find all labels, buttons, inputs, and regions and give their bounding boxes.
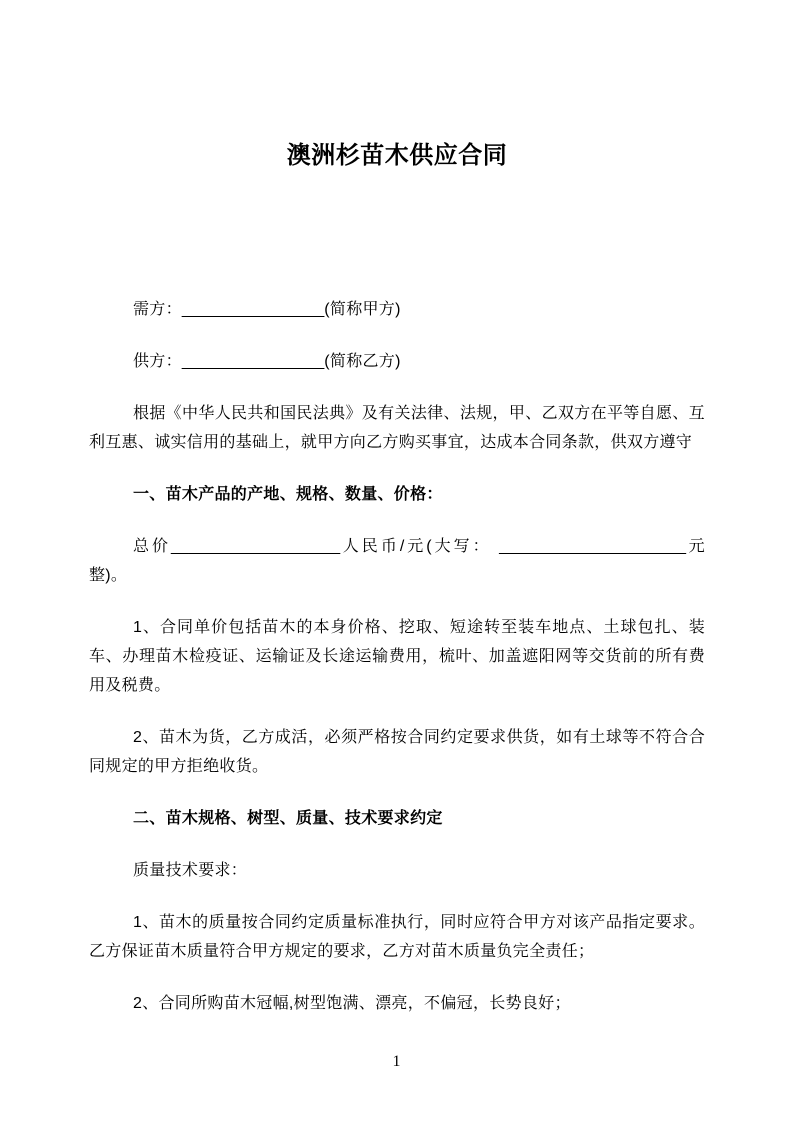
total-price-line [89, 532, 705, 590]
section-two-heading: 二、苗木规格、树型、质量、技术要求约定 [133, 810, 443, 827]
total-price-blank-field[interactable]: ___________________ [171, 538, 341, 555]
buyer-suffix: (简称甲方) [324, 301, 401, 318]
preamble-paragraph: 根据《中华人民共和国民法典》及有关法律、法规，甲、乙双方在平等自愿、互利互惠、诚实信用的基础上，就甲方向乙方购买事宜，达成本合同条款，供双方遵守 [89, 405, 705, 451]
page-number: 1 [392, 1053, 401, 1070]
party-supplier-line [89, 347, 705, 376]
section-two-clause-1: 1、苗木的质量按合同约定质量标准执行，同时应符合甲方对该产品指定要求。乙方保证苗木质量符合甲方规定的要求，乙方对苗木质量负完全责任； [89, 914, 705, 960]
section-two-clause-2: 2、合同所购苗木冠幅,树型饱满、漂亮，不偏冠，长势良好； [133, 995, 571, 1012]
total-price-suffix: 元整)。 [89, 538, 705, 584]
supplier-suffix: (简称乙方) [324, 353, 401, 370]
party-buyer-line [89, 295, 705, 324]
buyer-blank-field[interactable]: ________________ [181, 301, 325, 318]
section-one-heading: 一、苗木产品的产地、规格、数量、价格： [133, 486, 443, 503]
section-one-clause-2: 2、苗木为货，乙方成活，必须严格按合同约定要求供货，如有土球等不符合合同规定的甲方拒绝收货。 [89, 729, 705, 775]
total-price-prefix: 总价 [133, 538, 172, 555]
supplier-label: 供方： [133, 353, 182, 370]
total-price-middle: 人民币/元(大写： [340, 538, 500, 555]
section-one-clause-1: 1、合同单价包括苗木的本身价格、挖取、短途转至装车地点、土球包扎、装车、办理苗木检疫证、运输证及长途运输费用，梳叶、加盖遮阳网等交货前的所有费用及税费。 [89, 619, 705, 694]
total-price-words-blank-field[interactable]: _____________________ [499, 538, 686, 555]
section-two-subheading: 质量技术要求： [133, 862, 248, 879]
supplier-blank-field[interactable]: ________________ [181, 353, 325, 370]
document-title: 澳洲杉苗木供应合同 [286, 142, 508, 169]
buyer-label: 需方： [133, 301, 182, 318]
